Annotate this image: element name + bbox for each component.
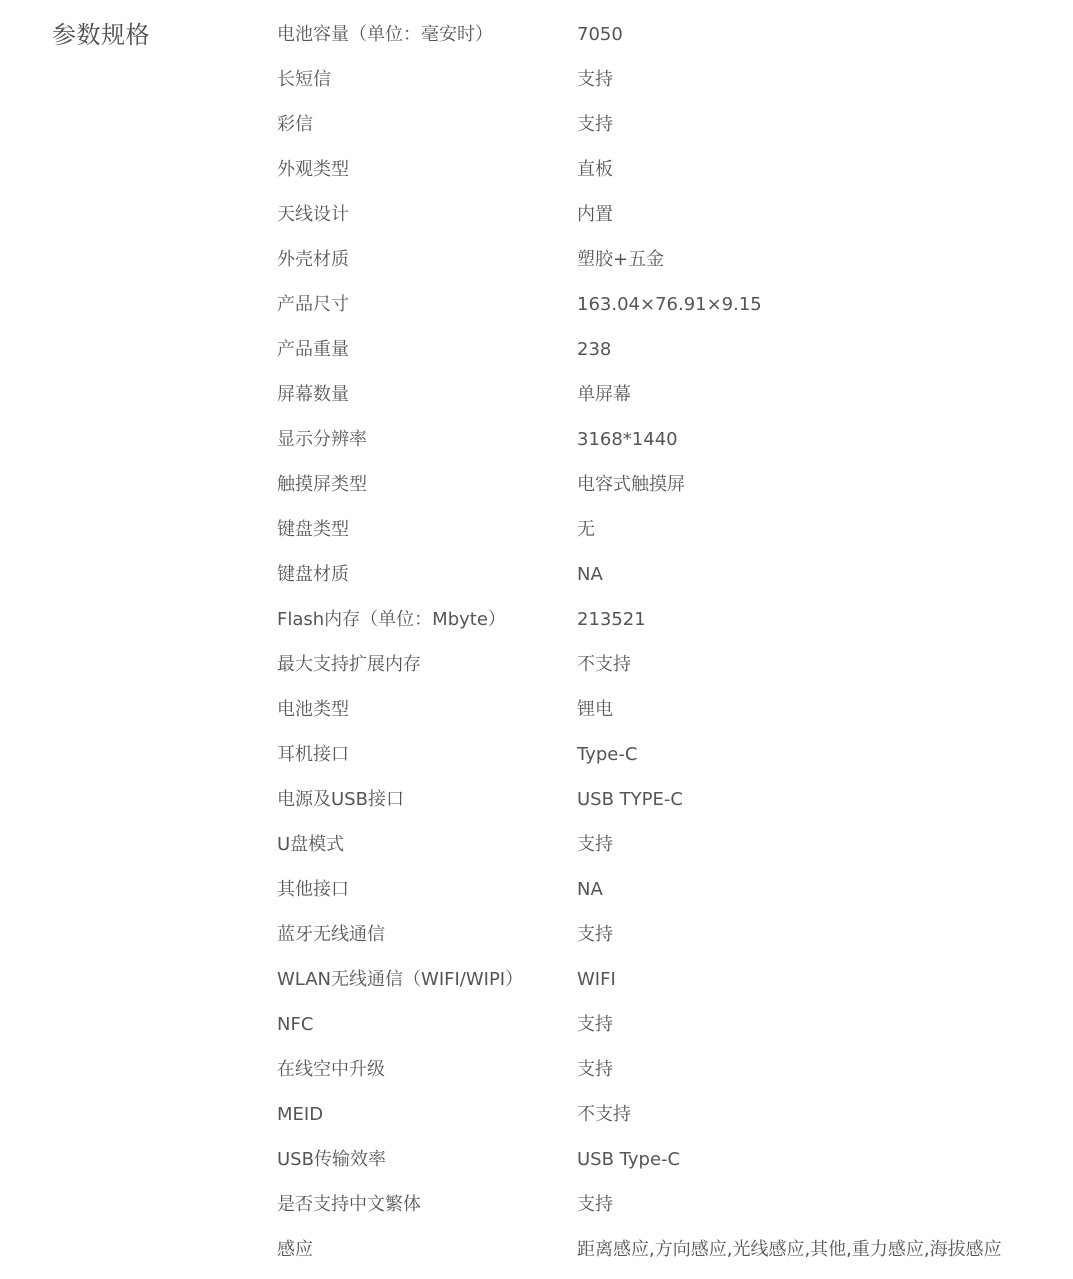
- spec-row-traditional-chinese: [277, 1182, 1057, 1227]
- spec-label: 在线空中升级: [277, 1058, 385, 1080]
- spec-label: 耳机接口: [277, 743, 349, 765]
- spec-label: 最大支持扩展内存: [277, 653, 421, 675]
- spec-value: 无: [577, 518, 595, 540]
- spec-row-power-usb-port: [277, 777, 1057, 822]
- spec-row-long-sms: [277, 57, 1057, 102]
- spec-value: 3168*1440: [577, 428, 678, 450]
- spec-value: 213521: [577, 608, 646, 630]
- spec-label: USB传输效率: [277, 1148, 386, 1170]
- spec-row-keyboard-material: [277, 552, 1057, 597]
- spec-row-headphone-jack: [277, 732, 1057, 777]
- spec-row-wlan: [277, 957, 1057, 1002]
- spec-label: 外壳材质: [277, 248, 349, 270]
- spec-label: 彩信: [277, 113, 313, 135]
- spec-label: 外观类型: [277, 158, 349, 180]
- spec-row-form-factor: [277, 147, 1057, 192]
- spec-value: NA: [577, 563, 603, 585]
- spec-value: 7050: [577, 23, 623, 45]
- spec-row-dimensions: [277, 282, 1057, 327]
- spec-value: Type-C: [577, 743, 638, 765]
- spec-label: 触摸屏类型: [277, 473, 367, 495]
- spec-label: 电池容量（单位：毫安时）: [277, 23, 493, 45]
- spec-value: 距离感应,方向感应,光线感应,其他,重力感应,海拔感应: [577, 1238, 1002, 1260]
- spec-label: U盘模式: [277, 833, 345, 855]
- spec-row-shell-material: [277, 237, 1057, 282]
- spec-value: WIFI: [577, 968, 616, 990]
- spec-label: 蓝牙无线通信: [277, 923, 385, 945]
- spec-value: 支持: [577, 1058, 613, 1080]
- spec-row-sensors: [277, 1227, 1057, 1272]
- spec-value: 238: [577, 338, 612, 360]
- spec-label: 其他接口: [277, 878, 349, 900]
- spec-value: 直板: [577, 158, 613, 180]
- spec-value: 支持: [577, 1193, 613, 1215]
- spec-label: 是否支持中文繁体: [277, 1193, 421, 1215]
- spec-row-battery-capacity: [277, 12, 1057, 57]
- spec-value: 内置: [577, 203, 613, 225]
- spec-value: 电容式触摸屏: [577, 473, 685, 495]
- spec-label: NFC: [277, 1013, 314, 1035]
- spec-label: MEID: [277, 1103, 324, 1125]
- spec-row-mms: [277, 102, 1057, 147]
- spec-label: WLAN无线通信（WIFI/WIPI）: [277, 968, 524, 990]
- spec-value: 163.04×76.91×9.15: [577, 293, 762, 315]
- spec-value: 支持: [577, 113, 613, 135]
- spec-value: 不支持: [577, 1103, 631, 1125]
- spec-row-nfc: [277, 1002, 1057, 1047]
- spec-row-keyboard-type: [277, 507, 1057, 552]
- spec-label: 电池类型: [277, 698, 349, 720]
- spec-row-expandable-memory: [277, 642, 1057, 687]
- spec-label: 长短信: [277, 68, 331, 90]
- spec-row-meid: [277, 1092, 1057, 1137]
- spec-row-bluetooth: [277, 912, 1057, 957]
- spec-value: 不支持: [577, 653, 631, 675]
- spec-value: NA: [577, 878, 603, 900]
- spec-row-ota-upgrade: [277, 1047, 1057, 1092]
- spec-row-screen-count: [277, 372, 1057, 417]
- spec-label: 产品尺寸: [277, 293, 349, 315]
- spec-list: [277, 12, 1057, 1272]
- spec-row-antenna: [277, 192, 1057, 237]
- spec-value: 支持: [577, 833, 613, 855]
- spec-value: 单屏幕: [577, 383, 631, 405]
- spec-label: 键盘材质: [277, 563, 349, 585]
- spec-label: 键盘类型: [277, 518, 349, 540]
- spec-value: 支持: [577, 1013, 613, 1035]
- spec-value: 锂电: [577, 698, 613, 720]
- spec-row-weight: [277, 327, 1057, 372]
- spec-row-usb-transfer: [277, 1137, 1057, 1182]
- spec-label: Flash内存（单位：Mbyte）: [277, 608, 506, 630]
- spec-value: USB Type-C: [577, 1148, 681, 1170]
- spec-row-flash-memory: [277, 597, 1057, 642]
- spec-row-touchscreen-type: [277, 462, 1057, 507]
- spec-value: 支持: [577, 923, 613, 945]
- spec-label: 屏幕数量: [277, 383, 349, 405]
- spec-value: USB TYPE-C: [577, 788, 683, 810]
- spec-row-other-ports: [277, 867, 1057, 912]
- spec-label: 显示分辨率: [277, 428, 367, 450]
- spec-label: 产品重量: [277, 338, 349, 360]
- spec-row-usb-disk-mode: [277, 822, 1057, 867]
- spec-label: 电源及USB接口: [277, 788, 404, 810]
- spec-label: 天线设计: [277, 203, 349, 225]
- spec-row-resolution: [277, 417, 1057, 462]
- spec-value: 塑胶+五金: [577, 248, 665, 270]
- section-title: 参数规格: [52, 21, 150, 49]
- spec-value: 支持: [577, 68, 613, 90]
- spec-label: 感应: [277, 1238, 313, 1260]
- spec-row-battery-type: [277, 687, 1057, 732]
